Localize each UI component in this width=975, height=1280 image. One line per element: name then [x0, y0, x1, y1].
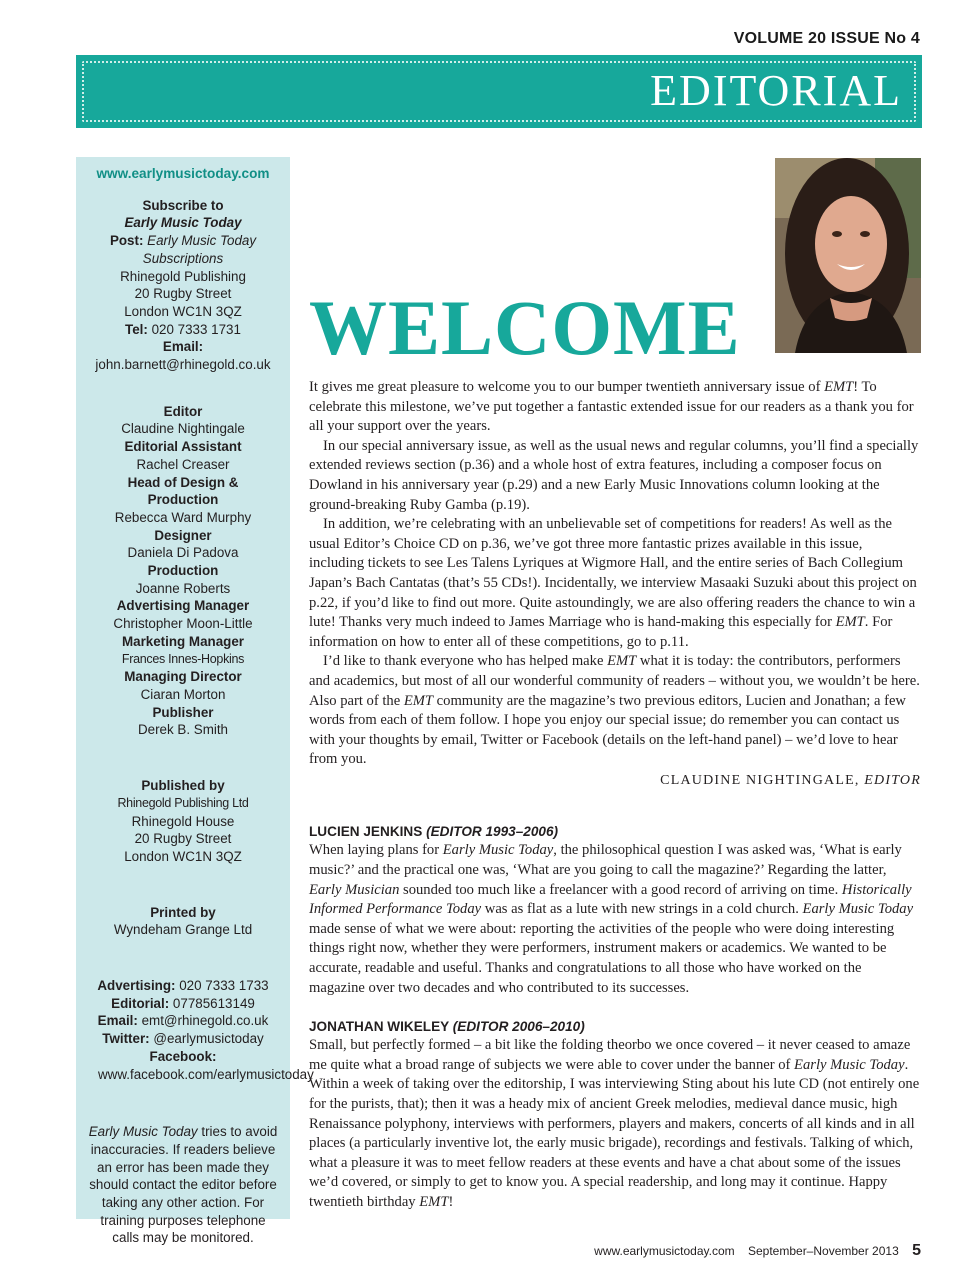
contact-label: Editorial:: [111, 995, 170, 1011]
staff-role: Editorial Assistant: [124, 439, 242, 455]
paragraph: When laying plans for Early Music Today, the philosophical question I was asked was, ‘What is early music?’ and the practical one was, ‘What are you going to call the magazine?’ Regarding the latter, Early Musician sounded too much like a freelancer with a good record of arriving on time. Historically Informed Performance Today was as flat as a lute with new strings in a cold church. Early Music Today made sense of what we were about: reporting the activities of the people who were doing interesting things right now, whether they were performers, instrument makers or academics. We wanted to be accurate, readable and useful. Thanks and congratulations to all those who have worked on the magazine over two decades and who contributed to its successes.: [309, 842, 914, 996]
staff-role: Managing Director: [124, 669, 242, 685]
issue-number: VOLUME 20 ISSUE No 4: [733, 30, 920, 47]
printer-name: Wyndeham Grange Ltd: [113, 922, 253, 938]
printed-label: Printed by: [150, 904, 216, 920]
contact-value: 020 7333 1733: [179, 978, 269, 994]
subscribe-title: Early Music Today: [124, 215, 242, 231]
tel-label: Tel:: [125, 321, 148, 337]
address-line: 20 Rugby Street: [134, 286, 232, 302]
section-heading: [309, 822, 921, 841]
disclaimer: [84, 1123, 282, 1247]
editor-signature: [309, 771, 921, 791]
paragraph: In addition, we’re celebrating with an unbelievable set of competitions for readers! As well as the usual Editor’s Choice CD on p.36, we’ve got three more fantastic prizes available in this issue, including tickets to see Les Talens Lyriques at Wigmore Hall, and the entire series of Bach Collegium Japan’s Bach Cantatas (that’s 55 CDs!). Incidentally, we interview Masaaki Suzuki about this project on p.22, if you’d like to find out more. Quite astoundingly, we are also offering readers the chance to win a lute! Thanks very much indeed to James Marriage who is hand-making this especially for EMT. For information on how to enter all of these competitions, go to p.11.: [309, 516, 917, 650]
staff-role: Publisher: [152, 704, 214, 720]
footer-date: September–November 2013: [747, 1244, 899, 1258]
staff-role: Production: [147, 563, 219, 579]
tel-value: 020 7333 1731: [151, 321, 241, 337]
address-line: Rhinegold Publishing: [120, 268, 246, 284]
publisher-line: 20 Rugby Street: [134, 831, 232, 847]
post-label: Post:: [109, 233, 144, 249]
publisher-line: Rhinegold House: [131, 813, 235, 829]
address-line: London WC1N 3QZ: [124, 303, 242, 319]
contact-label: Email:: [97, 1013, 138, 1029]
published-label: Published by: [141, 778, 225, 794]
disclaimer-title: Early Music Today: [88, 1124, 198, 1140]
staff-role: Designer: [154, 527, 212, 543]
contact-value[interactable]: @earlymusictoday: [153, 1031, 264, 1047]
contact-value[interactable]: www.facebook.com/earlymusictoday: [98, 1066, 314, 1082]
email-label: Email:: [162, 339, 204, 355]
staff-name: Rachel Creaser: [136, 456, 230, 472]
contact-value[interactable]: emt@rhinegold.co.uk: [141, 1013, 269, 1029]
footer-url[interactable]: www.earlymusictoday.com: [594, 1244, 735, 1258]
post-value: Early Music Today Subscriptions: [142, 233, 257, 266]
staff-list: [84, 403, 282, 739]
staff-role: Head of Design & Production: [127, 474, 239, 508]
publisher-block: [84, 777, 282, 866]
masthead-panel: [76, 157, 314, 1246]
contact-value: 07785613149: [172, 995, 255, 1011]
staff-role: Marketing Manager: [121, 633, 245, 649]
publisher-line: London WC1N 3QZ: [124, 848, 242, 864]
contacts-block: [84, 977, 314, 1083]
staff-name: Frances Innes-Hopkins: [121, 651, 245, 666]
printer-block: [84, 904, 282, 939]
staff-name: Ciaran Morton: [140, 686, 226, 702]
contact-label: Facebook:: [149, 1048, 217, 1064]
subscribe-label: Subscribe to: [142, 197, 224, 213]
staff-name: Daniela Di Padova: [127, 545, 239, 561]
editorial-body: [309, 378, 921, 1213]
section-title: EDITORIAL: [650, 66, 902, 115]
section-heading-name: JONATHAN WIKELEY: [309, 1019, 449, 1035]
section-heading-tenure: (EDITOR 2006–2010): [452, 1019, 585, 1035]
section-heading: [309, 1017, 921, 1036]
staff-name: Claudine Nightingale: [121, 421, 245, 437]
paragraph: In our special anniversary issue, as well as the usual news and regular columns, you’ll find a specially extended reviews section (p.36) and a whole host of extra features, including a composer focus on Dowland in his anniversary year (p.29) and a new Early Music Innovations column looking at the ground-breaking Ruby Gamba (p.19).: [309, 437, 919, 513]
website-link[interactable]: www.earlymusictoday.com: [96, 166, 270, 181]
signature-role: EDITOR: [864, 772, 921, 788]
section-heading-name: LUCIEN JENKINS: [309, 824, 423, 840]
subscribe-block: [84, 197, 282, 374]
staff-role: Editor: [163, 403, 203, 419]
paragraph: Small, but perfectly formed – a bit like the folding theorbo we once covered – it never ceased to amaze me quite what a broad range of subjects we were able to cover under the banner of Early Music Today. Within a week of taking over the editorship, I was interviewing Sting about his lute CD (not entirely one for the purists, that); then it was a heady mix of ancient Greek melodies, medieval dance music, high Renaissance polyphony, interviews with performers, players and makers, concerts of all kinds and in all places (a particularly inventive lot, the early music brigade), recordings and festivals. Talking of which, what a pleasure it was to meet fellow readers at these events and have a chat about some of the issues we’d covered, or simply to get to know you. A special readership, and long may it continue. Happy twentieth birthday EMT!: [309, 1037, 920, 1210]
disclaimer-text: tries to avoid inaccuracies. If readers believe an error has been made they should contact the editor before taking any other action. For training purposes telephone calls may be monitored.: [89, 1124, 278, 1246]
staff-name: Rebecca Ward Murphy: [114, 509, 252, 525]
staff-name: Joanne Roberts: [135, 580, 231, 596]
paragraph: I’d like to thank everyone who has helped make EMT what it is today: the contributors, performers and academics, but most of all our wonderful community of readers – without you, we wouldn’t be here. Also part of the EMT community are the magazine’s two previous editors, Lucien and Jonathan; a few words from each of them follow. I hope you enjoy our special issue; do remember you can contact us with your thoughts by email, Twitter or Facebook (details on the left-hand panel) – we’d love to hear from you.: [309, 653, 920, 768]
paragraph: It gives me great pleasure to welcome you to our bumper twentieth anniversary issue of EMT! To celebrate this milestone, we’ve put together a fantastic extended issue for our readers as a thank you for all your support over the years.: [309, 379, 914, 435]
page-number: 5: [912, 1242, 921, 1259]
contact-label: Twitter:: [102, 1031, 150, 1047]
signature-name: CLAUDINE NIGHTINGALE,: [660, 772, 860, 788]
publisher-line: Rhinegold Publishing Ltd: [117, 795, 249, 810]
headline: WELCOME: [309, 284, 741, 371]
section-banner: [76, 55, 922, 128]
editor-portrait: [775, 158, 921, 353]
email-value[interactable]: john.barnett@rhinegold.co.uk: [95, 357, 271, 373]
contact-label: Advertising:: [97, 978, 176, 994]
section-heading-tenure: (EDITOR 1993–2006): [426, 824, 559, 840]
staff-name: Derek B. Smith: [137, 722, 229, 738]
page-footer: [594, 1242, 921, 1260]
staff-role: Advertising Manager: [116, 598, 250, 614]
staff-name: Christopher Moon-Little: [113, 616, 253, 632]
